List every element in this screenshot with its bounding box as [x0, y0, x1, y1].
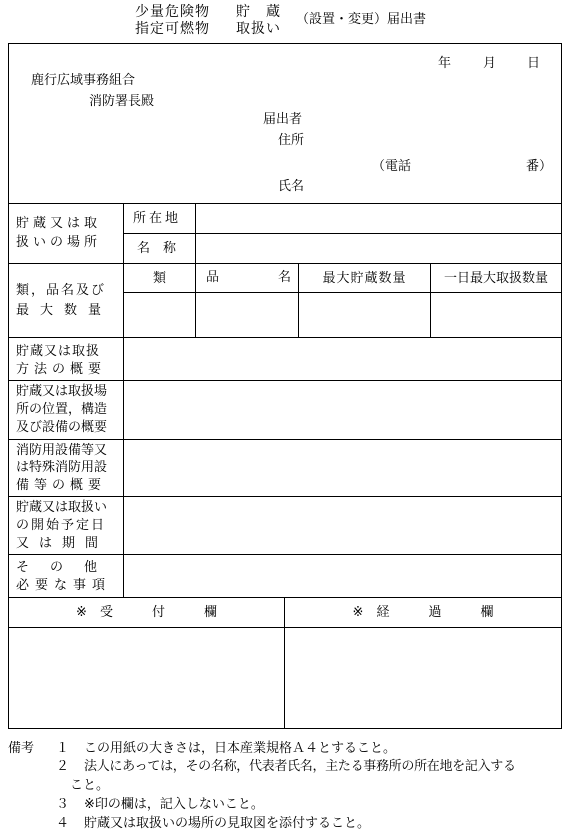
date-month: 月 [483, 56, 497, 71]
start-label-1: 貯蔵又は取扱い [16, 500, 108, 515]
title-line2-handling: 取扱い [236, 21, 281, 37]
kinds-label-1: 類，品名及び [16, 283, 107, 298]
facility-label-1: 貯蔵又は取扱場 [16, 384, 108, 399]
addressee-chief: 消防署長殿 [89, 94, 155, 109]
note-3-num: ３ [56, 797, 70, 812]
place-label-2: 扱いの場所 [16, 235, 102, 250]
facility-name-label: 名 称 [137, 241, 177, 256]
frame-bottom [8, 728, 562, 729]
start-date-field[interactable] [125, 498, 560, 553]
note-1-num: １ [56, 741, 70, 756]
method-field[interactable] [125, 339, 560, 379]
item-field[interactable] [197, 294, 297, 336]
start-label-3: 又は期間 [16, 536, 109, 551]
rule-location-name [123, 233, 562, 234]
other-label-1: その他 [16, 560, 119, 575]
title-line1-storage: 貯 蔵 [236, 4, 281, 20]
reception-header: ※ 受 付 欄 [76, 605, 217, 620]
title-line1-hazmat: 少量危険物 [135, 4, 210, 20]
method-label-1: 貯蔵又は取扱 [16, 344, 101, 359]
note-1-text: この用紙の大きさは，日本産業規格Ａ４とすること。 [84, 741, 397, 756]
col-max-storage-header: 最大貯蔵数量 [322, 270, 407, 286]
method-label-2: 方法の概要 [16, 362, 107, 377]
max-storage-field[interactable] [300, 294, 429, 336]
note-2-text: 法人にあっては，その名称，代表者氏名，主たる事務所の所在地を記入する [84, 759, 516, 774]
rule-kind-column [195, 263, 196, 337]
phone-label: （電話 [372, 159, 412, 174]
kinds-label-2: 最大数量 [16, 303, 113, 318]
location-label: 所在地 [133, 211, 182, 226]
notes-heading: 備考 [8, 741, 35, 756]
note-2-num: ２ [56, 759, 70, 774]
rule-method-bottom [8, 380, 562, 381]
addressee-org: 鹿行広域事務組合 [31, 73, 136, 88]
other-field[interactable] [125, 556, 560, 596]
fire-label-1: 消防用設備等又 [16, 443, 108, 458]
rule-reception-header [8, 627, 562, 628]
rule-start-bottom [8, 554, 562, 555]
frame-top [8, 43, 562, 44]
facility-name-field[interactable] [197, 235, 560, 262]
progress-field [286, 629, 560, 727]
fire-equipment-field[interactable] [125, 441, 560, 495]
rule-place-subcolumn [195, 203, 196, 263]
note-4-text: 貯蔵又は取扱いの場所の見取図を添付すること。 [84, 816, 371, 831]
fire-label-2: は特殊消防用設 [16, 460, 108, 475]
title-line2-combustible: 指定可燃物 [135, 21, 210, 37]
date-day: 日 [527, 56, 541, 71]
facility-label-3: 及び設備の概要 [16, 420, 108, 435]
name-label: 氏名 [278, 179, 305, 194]
col-kind-header: 類 [152, 270, 166, 286]
rule-kinds-bottom [8, 337, 562, 338]
fire-label-3: 備等の概要 [16, 478, 107, 493]
notifier-label: 届出者 [263, 112, 303, 127]
reception-field [9, 629, 283, 727]
rule-fire-bottom [8, 496, 562, 497]
progress-header: ※ 経 過 欄 [352, 605, 494, 620]
col-item-header: 品 [206, 270, 220, 285]
rule-header-bottom [8, 203, 562, 204]
date-year: 年 [438, 56, 452, 71]
note-3-text: ※印の欄は，記入しないこと。 [84, 797, 264, 812]
location-field[interactable] [197, 205, 560, 232]
other-label-2: 必要な事項 [16, 578, 112, 593]
facility-field[interactable] [125, 382, 560, 438]
col-daily-max-header: 一日最大取扱数量 [443, 270, 548, 286]
start-label-2: の開始予定日 [16, 518, 107, 533]
daily-max-field[interactable] [432, 294, 560, 336]
note-4-num: ４ [56, 816, 70, 831]
kind-field[interactable] [125, 294, 194, 336]
phone-suffix: 番） [526, 159, 553, 174]
place-label-1: 貯蔵又は取 [16, 216, 102, 231]
rule-facility-bottom [8, 439, 562, 440]
note-2-cont: こと。 [70, 778, 110, 793]
col-item-header-2: 名 [278, 270, 292, 285]
facility-label-2: 所の位置，構造 [16, 402, 108, 417]
rule-label-column [123, 203, 124, 597]
rule-kinds-header [123, 292, 562, 293]
address-label: 住所 [278, 133, 305, 148]
title-suffix: （設置・変更）届出書 [296, 12, 427, 27]
